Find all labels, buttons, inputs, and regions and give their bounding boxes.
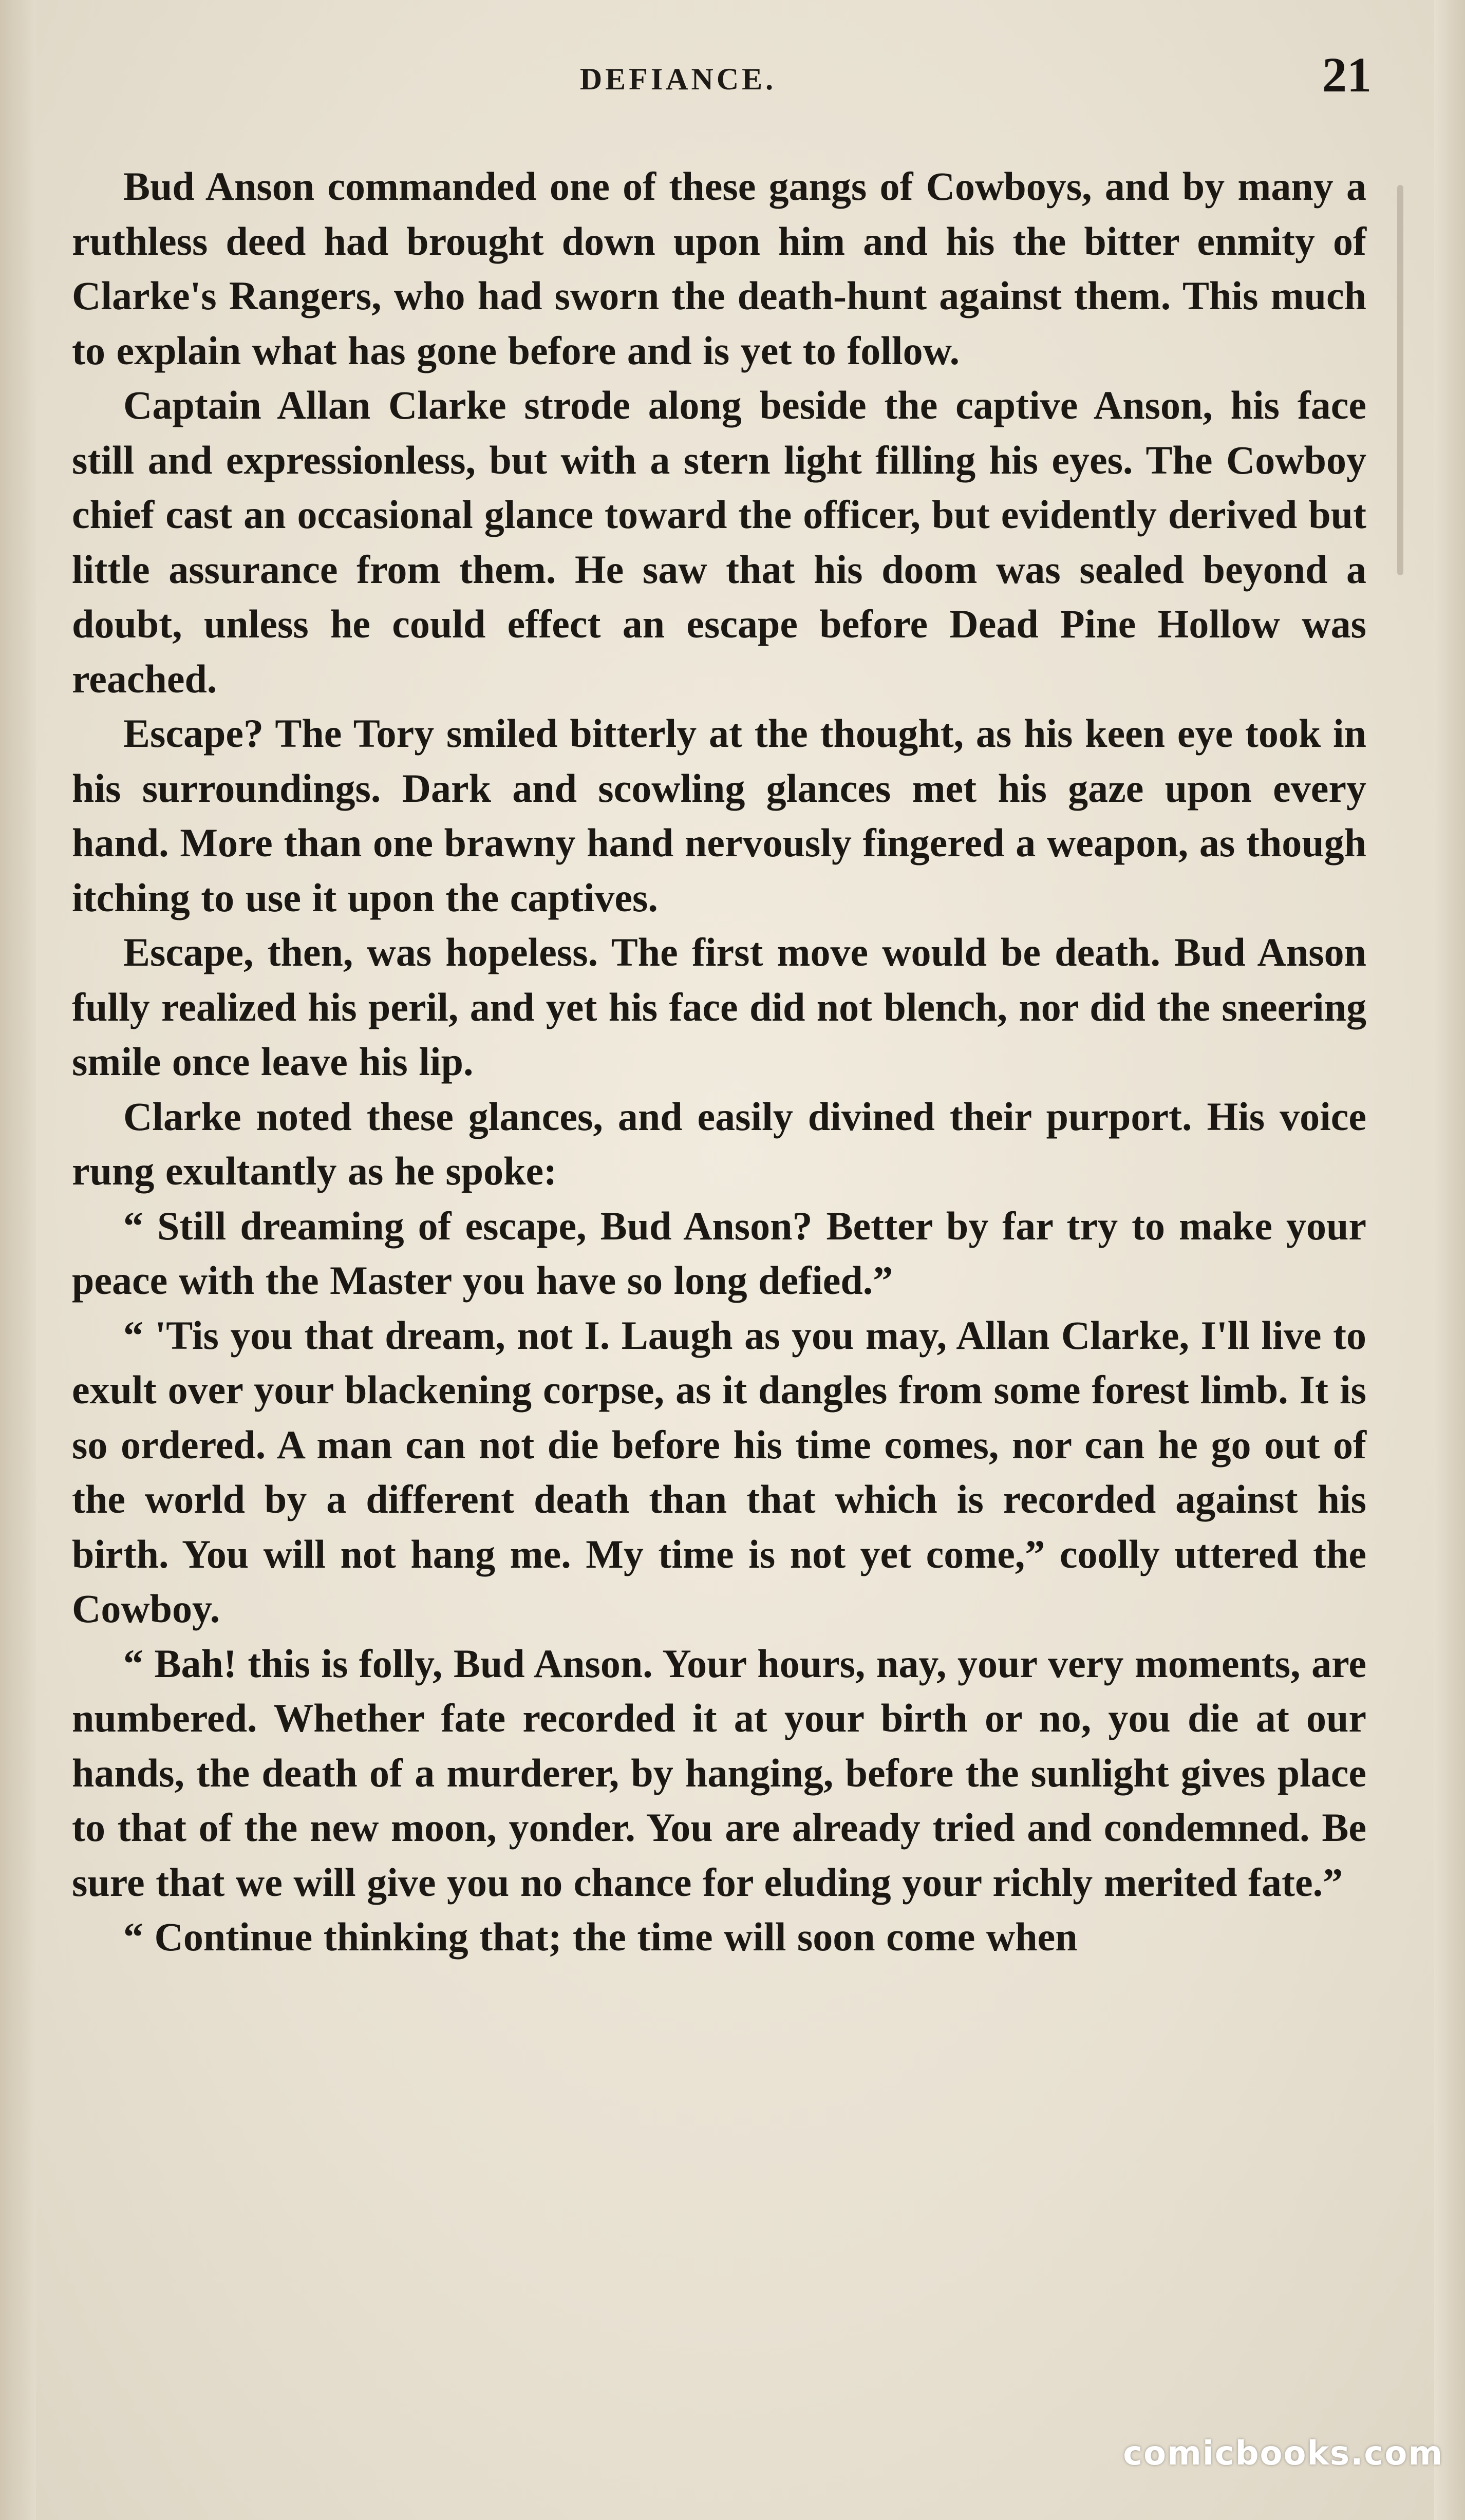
paragraph: Bud Anson commanded one of these gangs of Cowboys, and by many a ruthless deed had brought down upon him and his the bitter enmity of Clarke's Rangers, who had sworn the death-hunt against them. This much to explain what has gone before and is yet to follow. bbox=[72, 164, 1366, 373]
body-text bbox=[72, 159, 1366, 1965]
paragraph: Captain Allan Clarke strode along beside the captive Anson, his face still and expressionless, but with a stern light filling his eyes. The Cowboy chief cast an occasional glance toward the officer, but evidently derived but little assurance from them. He saw that his doom was sealed beyond a doubt, unless he could effect an escape before Dead Pine Hollow was reached. bbox=[72, 383, 1366, 701]
page-number: 21 bbox=[1322, 47, 1372, 102]
running-title: DEFIANCE. bbox=[579, 62, 777, 96]
paragraph: “ Bah! this is folly, Bud Anson. Your hours, nay, your very moments, are numbered. Whether fate recorded it at your birth or no, you die at our hands, the death of a murderer, by hanging, before the sunlight gives place to that of the new moon, yonder. You are already tried and condemned. Be sure that we will give you no chance for eluding your richly merited fate.” bbox=[72, 1641, 1366, 1905]
page-edge-right bbox=[1434, 0, 1465, 2520]
watermark: comicbooks.com bbox=[1123, 2435, 1443, 2473]
page-edge-left bbox=[0, 0, 36, 2520]
paragraph: Escape, then, was hopeless. The first move would be death. Bud Anson fully realized his peril, and yet his face did not blench, nor did the sneering smile once leave his lip. bbox=[72, 930, 1366, 1084]
paragraph: Escape? The Tory smiled bitterly at the thought, as his keen eye took in his surroundings. Dark and scowling glances met his gaze upon every hand. More than one brawny hand nervously fingered a weapon, as though itching to use it upon the captives. bbox=[72, 711, 1366, 920]
paragraph: “ Still dreaming of escape, Bud Anson? Better by far try to make your peace with the Master you have so long defied.” bbox=[72, 1203, 1366, 1303]
running-head bbox=[0, 46, 1465, 108]
paragraph: “ Continue thinking that; the time will soon come when bbox=[123, 1914, 1078, 1959]
margin-mark bbox=[1397, 185, 1403, 575]
paragraph: “ 'Tis you that dream, not I. Laugh as you may, Allan Clarke, I'll live to exult over your blackening corpse, as it dangles from some forest limb. It is so ordered. A man can not die before his time comes, nor can he go out of the world by a different death than that which is recorded against his birth. You will not hang me. My time is not yet come,” coolly uttered the Cowboy. bbox=[72, 1312, 1366, 1631]
paragraph: Clarke noted these glances, and easily divined their purport. His voice rung exultantly as he spoke: bbox=[72, 1094, 1366, 1193]
